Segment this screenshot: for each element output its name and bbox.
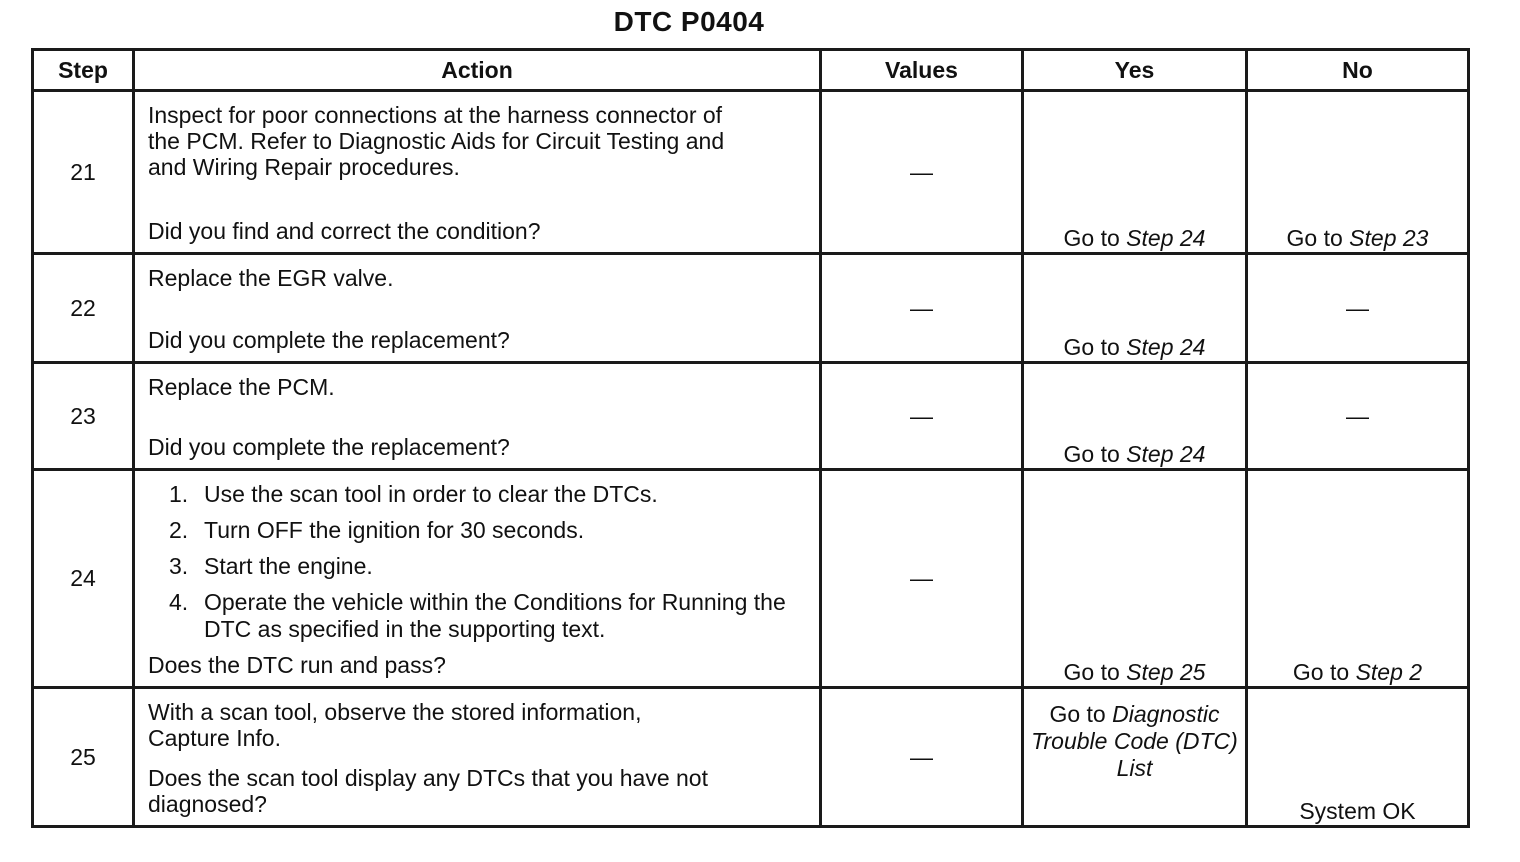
action-cell bbox=[134, 363, 821, 470]
no-goto-text: Go to bbox=[1286, 225, 1350, 251]
no-cell: System OK bbox=[1247, 688, 1469, 827]
step-number: 24 bbox=[33, 470, 134, 688]
values-cell: — bbox=[821, 91, 1023, 254]
diagnostic-table bbox=[31, 48, 1470, 828]
no-cell bbox=[1247, 470, 1469, 688]
header-no: No bbox=[1247, 50, 1469, 91]
procedure-step: 1. Use the scan tool in order to clear the DTCs. bbox=[169, 481, 658, 507]
document-title: DTC P0404 bbox=[613, 6, 765, 37]
table-row bbox=[33, 688, 1469, 827]
no-cell: — bbox=[1247, 254, 1469, 363]
action-question: Did you find and correct the condition? bbox=[148, 218, 541, 244]
no-goto-text: Go to bbox=[1292, 659, 1356, 685]
step-number: 25 bbox=[33, 688, 134, 827]
action-instruction: Replace the PCM. bbox=[148, 374, 335, 400]
yes-step-link[interactable]: Step 24 bbox=[1126, 441, 1206, 467]
no-step-link[interactable]: Step 23 bbox=[1349, 225, 1429, 251]
yes-goto-text: Go to bbox=[1049, 701, 1113, 727]
yes-cell bbox=[1023, 254, 1247, 363]
table-row bbox=[33, 254, 1469, 363]
procedure-step: 2. Turn OFF the ignition for 30 seconds. bbox=[169, 517, 585, 543]
action-question: Does the scan tool display any DTCs that you have not diagnosed? bbox=[148, 765, 708, 817]
header-values: Values bbox=[821, 50, 1023, 91]
yes-cell bbox=[1023, 470, 1247, 688]
header-action: Action bbox=[134, 50, 821, 91]
table-row bbox=[33, 91, 1469, 254]
yes-cell bbox=[1023, 91, 1247, 254]
procedure-step: 3. Start the engine. bbox=[169, 553, 373, 579]
header-step: Step bbox=[33, 50, 134, 91]
yes-step-link[interactable]: Step 24 bbox=[1126, 225, 1206, 251]
table-row bbox=[33, 363, 1469, 470]
step-number: 23 bbox=[33, 363, 134, 470]
no-step-link[interactable]: Step 2 bbox=[1355, 659, 1423, 685]
yes-step-link[interactable]: Step 24 bbox=[1126, 334, 1206, 360]
table-header-row bbox=[33, 50, 1469, 91]
no-cell: — bbox=[1247, 363, 1469, 470]
yes-cell bbox=[1023, 363, 1247, 470]
action-question: Did you complete the replacement? bbox=[148, 434, 510, 460]
no-cell bbox=[1247, 91, 1469, 254]
action-cell bbox=[134, 688, 821, 827]
values-cell: — bbox=[821, 470, 1023, 688]
yes-goto-text: Go to bbox=[1063, 659, 1127, 685]
yes-cell bbox=[1023, 688, 1247, 827]
yes-dtc-list-link[interactable]: Diagnostic Trouble Code (DTC) List bbox=[1031, 701, 1238, 781]
step-number: 21 bbox=[33, 91, 134, 254]
header-yes: Yes bbox=[1023, 50, 1247, 91]
values-cell: — bbox=[821, 363, 1023, 470]
action-instruction: With a scan tool, observe the stored information, Capture Info. bbox=[148, 699, 642, 751]
values-cell: — bbox=[821, 688, 1023, 827]
yes-goto-text: Go to bbox=[1063, 441, 1127, 467]
action-cell bbox=[134, 470, 821, 688]
procedure-list bbox=[148, 481, 807, 652]
yes-goto-text: Go to bbox=[1063, 334, 1127, 360]
yes-step-link[interactable]: Step 25 bbox=[1126, 659, 1206, 685]
table-row bbox=[33, 470, 1469, 688]
procedure-step: 4. Operate the vehicle within the Conditions for Running the DTC as specified in the supporting text. bbox=[169, 589, 786, 642]
action-cell bbox=[134, 91, 821, 254]
action-instruction: Replace the EGR valve. bbox=[148, 265, 394, 291]
action-question: Does the DTC run and pass? bbox=[148, 652, 446, 678]
action-instruction: Inspect for poor connections at the harness connector of the PCM. Refer to Diagnostic Aids for Circuit Testing and and Wiring Repair procedures. bbox=[148, 102, 725, 180]
action-cell bbox=[134, 254, 821, 363]
step-number: 22 bbox=[33, 254, 134, 363]
action-question: Did you complete the replacement? bbox=[148, 327, 510, 353]
yes-goto-text: Go to bbox=[1063, 225, 1127, 251]
values-cell: — bbox=[821, 254, 1023, 363]
